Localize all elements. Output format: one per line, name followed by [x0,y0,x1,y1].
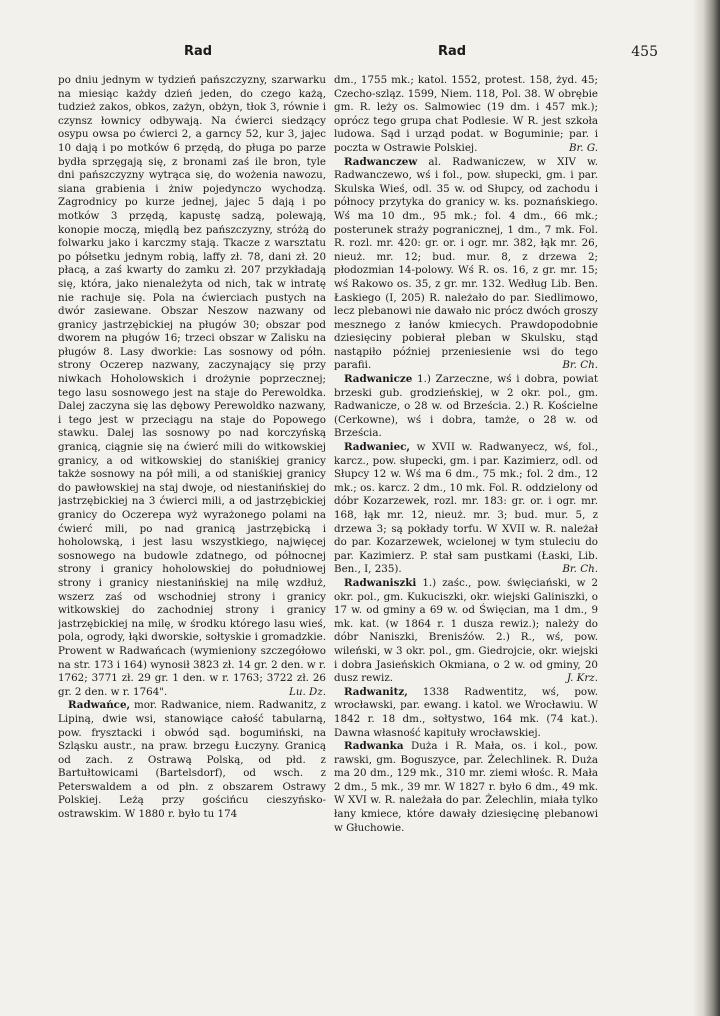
entry-paragraph [58,699,326,821]
entry-headword: Radwaniec, [344,441,411,454]
page-header [58,44,658,66]
entry-text: Duża i R. Mała, os. i kol., pow. rawski, gm. Boguszyce, par. Żelechlinek. R. Duża ma 20 dm., 129 mk., 310 mr. ziemi włośc. R. Mała 2 dm., 5 mk., 39 mr. W 1827 r. było 6 dm., 49 mk. W XVI w. R. należała do par. Żelechlin, miała tylko łany kmiece, które dawały dziesięcinę plebanowi w Głuchowie. [334,740,598,834]
entry-text: 1.) Zarzeczne, wś i dobra, powiat brzeski gub. grodzieńskiej, w 2 okr. pol., gm. Radwanicze, o 28 w. od Brześcia. 2.) R. Kościelne (Cerkowne), wś i dobra, tamże, o 28 w. od Brześcia. [334,373,598,440]
entry-headword: Radwanczew [344,155,418,168]
header-left-word: Rad [184,44,213,59]
author-signature: Br. Ch. [562,563,598,576]
author-signature: Br. Ch. [562,359,598,372]
author-signature: Lu. Dz. [289,685,326,698]
entry-headword: Radwanitz, [344,685,408,698]
entry-headword: Radwanicze [344,373,413,386]
book-spine-shadow [692,0,720,1016]
entry-text: mor. Radwanice, niem. Radwanitz, z Lipiną, dwie wsi, stanowiące całość tabularną, pow. frysztacki i obwód sąd. bogumiński, na Szląsku austr., na praw. brzegu Łuczyny. Granicą od zach. z Ostrawą Polską, od płd. z Bartułtowicami (Bartelsdorf), od wsch. z Peterswaldem a od płn. z obszarem Ostrawy Polskiej. Leżą przy gościńcu cieszyńsko-ostrawskim. W 1880 r. było tu 174 [58,699,326,821]
page-number: 455 [631,44,658,60]
header-center-word: Rad [438,44,467,59]
right-column [334,74,598,954]
entry-text: al. Radwaniczew, w XIV w. Radwanczewo, wś i fol., pow. słupecki, gm. i par. Skulska Wieś, odl. 35 w. od Słupcy, od zachodu i północy przytyka do granicy w. ks. poznańskiego. Wś ma 10 dm., 95 mk.; fol. 4 dm., 66 mk.; posterunek straży pogranicznej, 1 dm., 7 mk. Fol. R. rozl. mr. 420: gr. or. i ogr. mr. 382, łąk mr. 26, nieuż. mr. 12; bud. mur. 8, z drzewa 2; płodozmian 14-polowy. Wś R. os. 16, z gr. mr. 15; wś Rakowo os. 35, z gr. mr. 132. Według Lib. Ben. Łaskiego (I, 205) R. należało do par. Siedlimowo, lecz plebanowi nie dawało nic prócz dwóch groszy mesznego z łanów kmiecych. Prawdopodobnie dziesięciny pobierał pleban w Skulsku, stąd nastąpiło później przeniesienie wsi do tego parafii. [334,155,598,372]
entry-paragraph [334,686,598,740]
entry-text: w XVII w. Radwanyecz, wś, fol., karcz., pow. słupecki, gm. i par. Kazimierz, odl. od Słupcy 12 w. Wś ma 6 dm., 75 mk.; fol. 2 dm., 12 mk.; os. karcz. 2 dm., 10 mk. Fol. R. oddzielony od dóbr Kozarzewek, rozl. mr. 183: gr. or. i ogr. mr. 168, łąk mr. 12, nieuż. mr. 3; bud. mur. 5, z drzewa 3; są pokłady torfu. W XVII w. R. należał do par. Kozarzewek, wcielonej w tym stuleciu do par. Kazimierz. P. stał sam pustkami (Łaski, Lib. Ben., I, 235). [334,441,598,576]
entry-headword: Radwanka [344,740,404,753]
entry-paragraph [334,577,598,686]
author-signature: Br. G. [568,141,598,154]
entry-paragraph [334,441,598,577]
entry-paragraph [334,373,598,441]
entry-paragraph [334,74,598,156]
entry-paragraph [58,74,326,699]
entry-paragraph [334,740,598,835]
entry-text: po dniu jednym w tydzień pańszczyzny, szarwarku na miesiąc każdy dzień jeden, do czego każą, tudzież zakos, obkos, zażyn, obżyn, tłok 3, równie i czynsz łownicy odbywają. Na ćwierci siedzący osypu owsa po ćwierci 2, a garncy 52, kur 3, jajec 10 dają i po motków 6 przędą, do pługa po parze bydła sprzęgają się, z bronami zaś ile bron, tyle dni pańszczyzny wytrąca się, do wożenia nawozu, siana grabienia i żniw pojedynczo wychodzą. Zagrodnicy po kurze jednej, jajec 5 dają i po motków 3 przędą, kapustę sadzą, polewają, konopie moczą, międlą bez pańszczyzny, stróżą do folwarku jako i karczmy stają. Tkacze z warsztatu po półsetku jednym robią, laffy zł. 78, dani zł. 20 płacą, a zaś kwarty do zamku zł. 207 przykładają się, która, jako nienależyta od nich, tak w intratę nie rachuje się. Pola na ćwierciach pustych na dwór zasiewane. Obszar Neszow nazwany od granicy jastrzębickiej na pługów 30; obszar pod dworem na pługów 16; trzeci obszar w Zalisku na pługów 8. Lasy dworkie: Las sosnowy od półn. strony Oczerep nazwany, zaczynający się przy niwkach Hoholowskich i drożynie poprzecznej; tego lasu sosnowego jest na staje do Perewoldka. Dalej zaczyna się las dębowy Perewoldko nazwany, i tego jest w przeciągu na staje do Popowego stawku. Dalej las sosnowy po nad korczyńską granicą, ciągnie się na ćwierć mili do witkowskiej granicy, a od witkowskiej do staniśkiej granicy także sosnowy na pół mili, a od staniśkiej granicy do pawłowskiej na staj dwoje, od niestanińskiej do jastrzębickiej na 3 ćwierci mili, a od jastrzębickiej granicy do Oczerepa wyż wyrażonego polami na ćwierć mili, po nad granicą jastrzębicką i hoholowską, i jest lasu wszystkiego, najwięcej sosnowego na budowle zdatnego, od północnej strony i granicy hoholowskiej do południowej strony i granicy niestanińskiej na milę wzdłuż, wszerz zaś od wschodniej strony i granicy witkowskiej do zachodniej strony i granicy jastrzębickiej na milę, w środku którego lasu wieś, pola, ogrody, łąki dworskie, sołtyskie i gromadzkie. Prowent w Radwańcach (wymieniony szczegółowo na str. 173 i 164) wynosił 3823 zł. 14 gr. 2 den. w r. 1762; 3771 zł. 29 gr. 1 den. w r. 1763; 3722 zł. 26 gr. 2 den. w r. 1764". [58,74,326,698]
entry-text: dm., 1755 mk.; katol. 1552, protest. 158, żyd. 45; Czecho-szląz. 1599, Niem. 118, Pol. 38. W obrębie gm. R. leży os. Salmowiec (19 dm. i 457 mk.); oprócz tego grupa chat Podlesie. W R. jest szkoła ludowa. Sąd i urząd podat. w Boguminie; par. i poczta w Ostrawie Polskiej. [334,74,598,154]
entry-text: 1338 Radwentitz, wś, pow. wrocławski, par. ewang. i katol. we Wrocławiu. W 1842 r. 18 dm., sołtystwo, 164 mk. (74 kat.). Dawna własność kapituły wrocławskiej. [334,685,598,739]
left-column [58,74,326,954]
entry-paragraph [334,156,598,374]
entry-headword: Radwaniszki [344,576,417,589]
author-signature: J. Krz. [566,672,598,685]
entry-headword: Radwańce, [68,699,131,712]
entry-text: 1.) zaśc., pow. święciański, w 2 okr. pol., gm. Kukuciszki, okr. wiejski Galiniszki, o 17 w. od gminy a 69 w. od Święcian, ma 1 dm., 9 mk. kat. (w 1864 r. 1 dusza rewiz.); należy do dóbr Naniszki, Brenisźów. 2.) R., wś, pow. wileński, w 3 okr. pol., gm. Giedrojcie, okr. wiejski i dobra Jasieńskich Okmiana, o 2 w. od gminy, 20 dusz rewiz. [334,576,598,685]
